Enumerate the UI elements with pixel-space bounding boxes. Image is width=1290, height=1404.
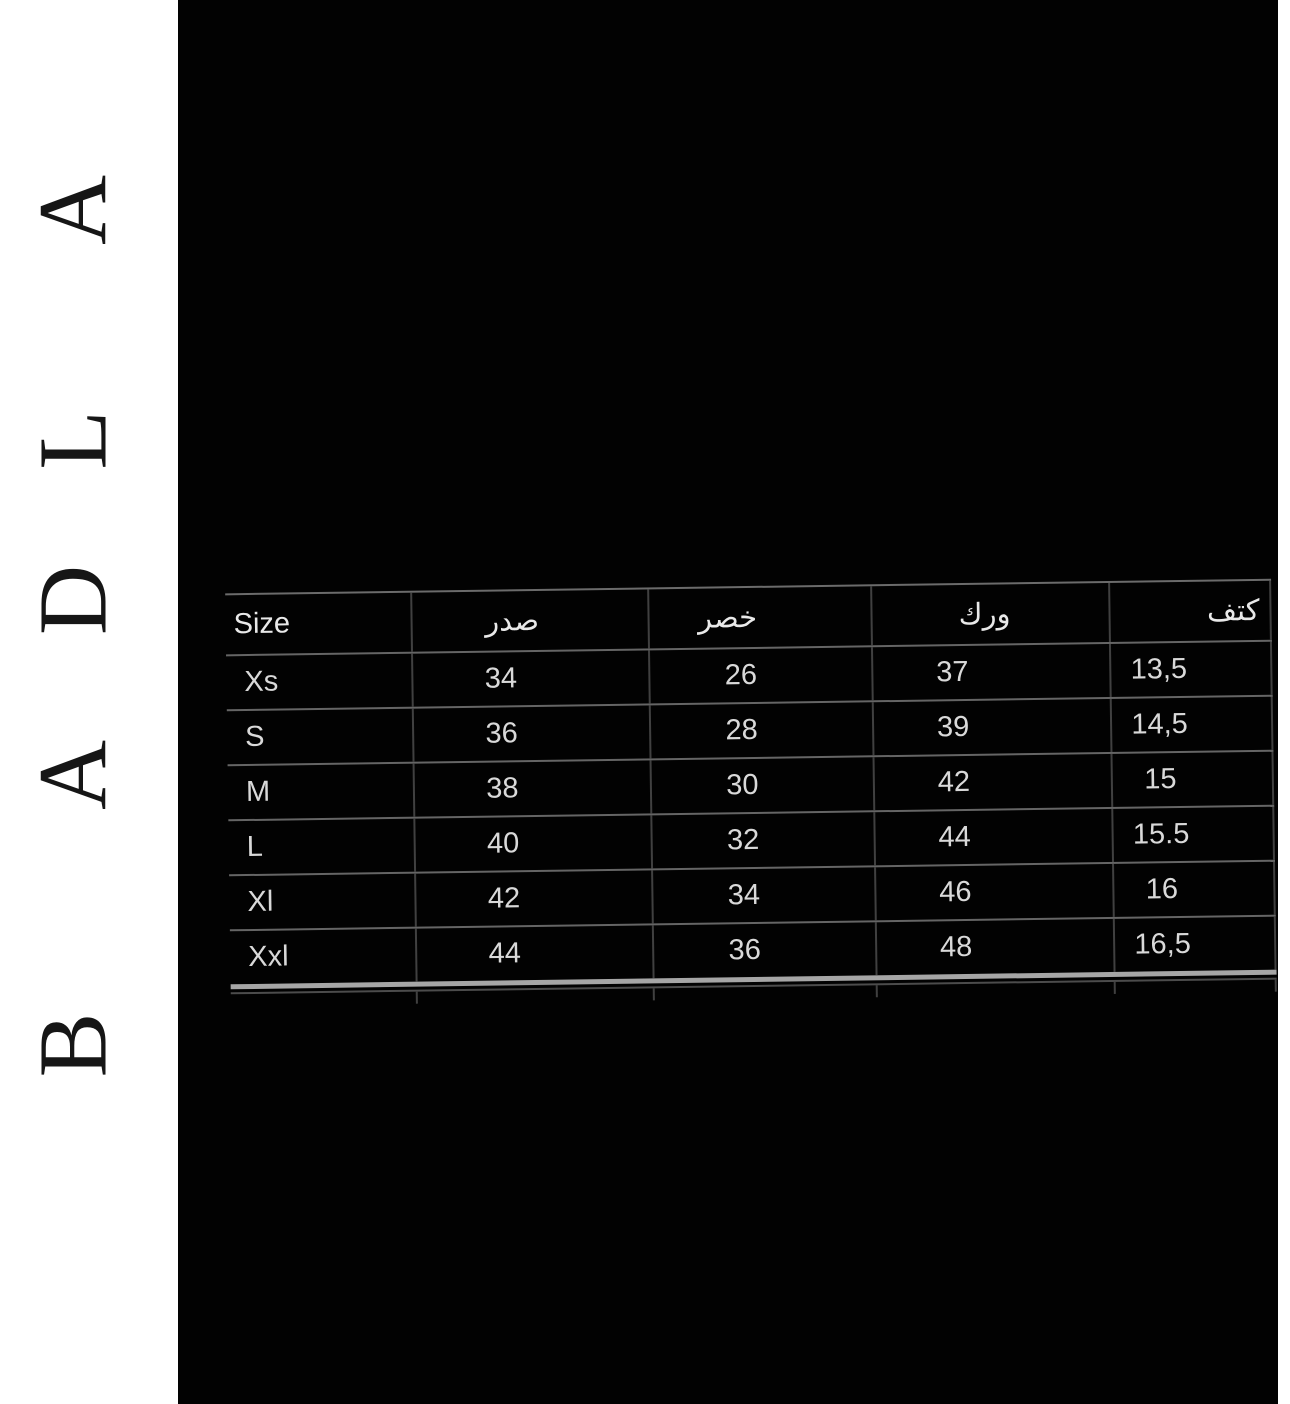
brand-letter: A [19,174,127,246]
cell-stub [653,985,876,1000]
cell-stub [416,988,653,1003]
cell-hip: 46 [874,864,1113,920]
cell-waist: 30 [650,757,874,813]
cell-waist: 28 [649,702,873,758]
brand-letter: L [19,410,127,470]
column-header-shoulder: كتف [1108,581,1272,642]
cell-chest: 34 [411,650,649,706]
cell-chest: 36 [412,705,650,761]
brand-letter: B [19,1012,127,1078]
brand-letter: A [19,739,127,811]
cell-chest: 38 [413,760,651,816]
cell-stub [876,982,1114,997]
column-header-hip: ورك [870,583,1109,645]
cell-waist: 32 [650,812,874,868]
chart-background [178,0,1278,1404]
cell-waist: 34 [651,867,875,923]
cell-shoulder: 13,5 [1109,642,1273,697]
cell-chest: 44 [415,925,653,981]
cell-waist: 26 [648,647,872,703]
column-header-waist: خصر [647,586,871,648]
cell-hip: 37 [871,644,1110,700]
size-table [225,579,1277,1007]
cell-hip: 44 [873,809,1112,865]
cell-size: Xxl [248,940,289,974]
cell-chest: 42 [414,870,652,926]
cell-stub [1114,980,1277,994]
cell-shoulder: 16,5 [1113,917,1277,972]
cell-size: M [245,775,271,809]
cell-size: Xl [247,885,274,919]
column-header-chest: صدر [410,589,648,651]
cell-stub [231,992,416,1007]
cell-chest: 40 [413,815,651,871]
cell-shoulder: 14,5 [1110,697,1274,752]
column-header-size: Size [233,607,291,641]
cell-hip: 48 [875,919,1114,975]
cell-shoulder: 16 [1112,862,1276,917]
cell-size: S [244,720,265,754]
cell-waist: 36 [652,922,876,978]
cell-hip: 39 [872,699,1111,755]
cell-hip: 42 [873,754,1112,810]
brand-letter: D [19,564,127,636]
cell-shoulder: 15.5 [1111,807,1275,862]
brand-sidebar [0,0,178,1404]
cell-size: Xs [244,665,279,699]
right-margin [1278,0,1290,1404]
cell-shoulder: 15 [1110,752,1274,807]
cell-size: L [246,830,264,864]
